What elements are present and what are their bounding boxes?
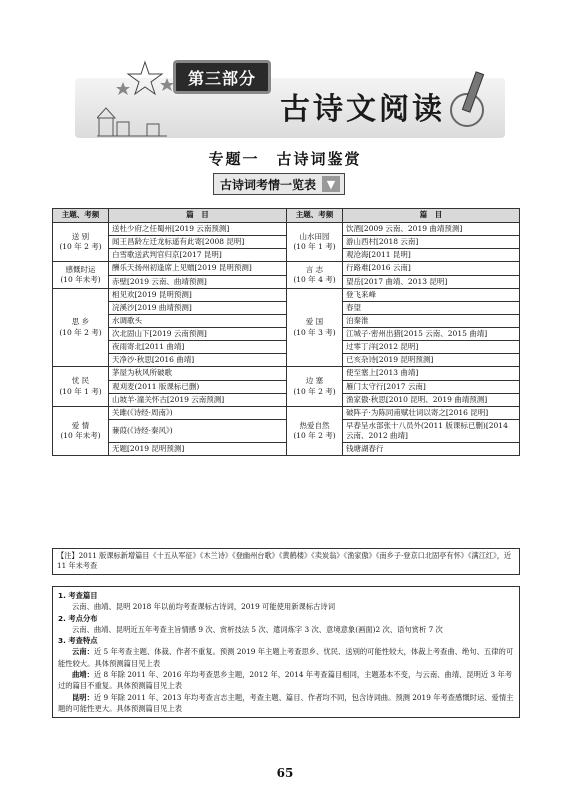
work-cell: 天净沙·秋思[2016 曲靖] [109,354,287,367]
work-cell: 茅屋为秋风所破歌 [109,367,287,380]
work-cell: 相见欢[2019 昆明预测] [109,288,287,301]
table-row [53,354,520,367]
work-cell: 观刈麦(2011 版课标已删) [109,380,287,393]
part-tab: 第三部分 [173,60,271,94]
table-row [53,288,520,301]
analysis-text-yunnan: 云南：近 5 年考查主题、体裁、作者不重复。预测 2019 年主题上考查思乡、忧民、送别的可能性较大，体裁上考查曲、绝句、五律的可能性较大。具体预测篇目见上表 [58,647,514,668]
table-row [53,301,520,314]
banner-title: 古诗文阅读 [280,92,445,127]
theme-cell: 山水田园 (10 年 1 考) [287,223,343,262]
work-cell: 雁门太守行[2017 云南] [343,380,520,393]
table-row [53,314,520,327]
poetry-exam-table [52,208,520,456]
work-cell: 无题[2019 昆明预测] [109,443,287,456]
chip-label: 古诗词考情一览表 [220,177,317,192]
theme-cell: 边 塞 (10 年 2 考) [287,367,343,406]
work-cell: 使至塞上[2013 曲靖] [343,367,520,380]
analysis-text-kunming: 昆明：近 9 年除 2011 年、2013 年均考查言志主题，考查主题、篇目、作者均不同，包含诗词曲。预测 2019 年考查感慨时运、爱情主题的可能性更大。具体预测篇目见上表 [58,692,514,713]
table-title-chip [213,173,345,195]
arrow-down-icon: ▼ [322,176,340,192]
work-cell: 早春呈水部张十八员外(2011 版课标已删)[2014 云南、2012 曲靖] [343,419,520,442]
work-cell: 夜雨寄北[2011 曲靖] [109,341,287,354]
theme-cell: 爱 情 (10 年未考) [53,406,109,456]
work-cell: 钱塘湖春行 [343,443,520,456]
theme-cell: 思 乡 (10 年 2 考) [53,288,109,367]
theme-cell: 爱 国 (10 年 3 考) [287,288,343,367]
work-cell: 水调歌头 [109,314,287,327]
work-cell: 送杜少府之任蜀州[2019 云南预测] [109,223,287,236]
table-row [53,262,520,275]
work-cell: 关雎(《诗经·周南》) [109,406,287,419]
header-works-right: 篇 目 [343,209,520,223]
analysis-heading-2: 2. 考点分布 [58,613,98,623]
work-cell: 观沧海[2011 昆明] [343,249,520,262]
header-theme-left: 主题、考频 [53,209,109,223]
table-row [53,249,520,262]
theme-cell: 言 志 (10 年 4 考) [287,262,343,288]
pencil-icon [447,70,487,134]
work-cell: 泊秦淮 [343,314,520,327]
work-cell: 山坡羊·潼关怀古[2019 云南预测] [109,393,287,406]
table-row [53,419,520,442]
theme-cell: 感慨时运 (10 年未考) [53,262,109,288]
table-row [53,367,520,380]
table-header-row [53,209,520,223]
work-cell: 闻王昌龄左迁龙标遥有此寄[2008 昆明] [109,236,287,249]
table-row [53,328,520,341]
page-number: 65 [276,766,294,780]
work-cell: 蒹葭(《诗经·秦风》) [109,419,287,442]
work-cell: 游山西村[2018 云南] [343,236,520,249]
section-banner [75,60,505,140]
work-cell: 浣溪沙[2019 曲靖预测] [109,301,287,314]
header-works-left: 篇 目 [109,209,287,223]
work-cell: 望岳[2017 曲靖、2013 昆明] [343,275,520,288]
analysis-text-1: 云南、曲靖、昆明 2018 年以前均考查课标古诗词，2019 可能使用新课标古诗词 [72,602,336,612]
work-cell: 白雪歌送武判官归京[2017 昆明] [109,249,287,262]
table-note: 【注】2011 版课标新增篇目《十五从军征》《木兰诗》《登幽州台歌》《黄鹤楼》《卖炭翁》《渔家傲》《南乡子·登京口北固亭有怀》《满江红》，近 11 年未考查 [52,548,520,575]
work-cell: 登飞来峰 [343,288,520,301]
theme-cell: 忧 民 (10 年 1 考) [53,367,109,406]
table-row [53,380,520,393]
header-theme-right: 主题、考频 [287,209,343,223]
work-cell: 春望 [343,301,520,314]
table-row [53,275,520,288]
table-row [53,223,520,236]
theme-cell: 送 别 (10 年 2 考) [53,223,109,262]
analysis-text-2: 云南、曲靖、昆明近五年考查主旨情感 9 次、赏析技法 5 次、遣词炼字 3 次、意境意象(画面)2 次、语句赏析 7 次 [72,624,443,634]
work-cell: 渔家傲·秋思[2010 昆明、2019 曲靖预测] [343,393,520,406]
analysis-heading-1: 1. 考查篇目 [58,591,98,600]
work-cell: 饮酒[2009 云南、2019 曲靖预测] [343,223,520,236]
theme-cell: 热爱自然 (10 年 2 考) [287,406,343,456]
star-burst-icon [115,60,175,110]
table-row [53,393,520,406]
work-cell: 行路难[2016 云南] [343,262,520,275]
table-row [53,443,520,456]
table-row [53,236,520,249]
work-cell: 已亥杂诗[2019 昆明预测] [343,354,520,367]
analysis-box [52,586,520,718]
work-cell: 江城子·密州出猎[2015 云南、2015 曲靖] [343,328,520,341]
table-row [53,341,520,354]
analysis-text-qujing: 曲靖：近 8 年除 2011 年、2016 年均考查思乡主题，2012 年、2014 年考查篇目相同，主题基本不变，与云南、曲靖、昆明近 3 年考过的篇目不重复。具体预测篇目见上表 [58,670,513,691]
table-row [53,406,520,419]
work-cell: 次北固山下[2019 云南预测] [109,328,287,341]
work-cell: 酬乐天扬州初逢席上见赠[2019 昆明预测] [109,262,287,275]
work-cell: 破阵子·为陈同甫赋壮词以寄之[2016 昆明] [343,406,520,419]
analysis-heading-3: 3. 考查特点 [58,636,98,646]
work-cell: 过零丁洋[2012 昆明] [343,341,520,354]
work-cell: 赤壁[2019 云南、曲靖预测] [109,275,287,288]
subject-title: 专题一 古诗词鉴赏 [208,150,362,168]
